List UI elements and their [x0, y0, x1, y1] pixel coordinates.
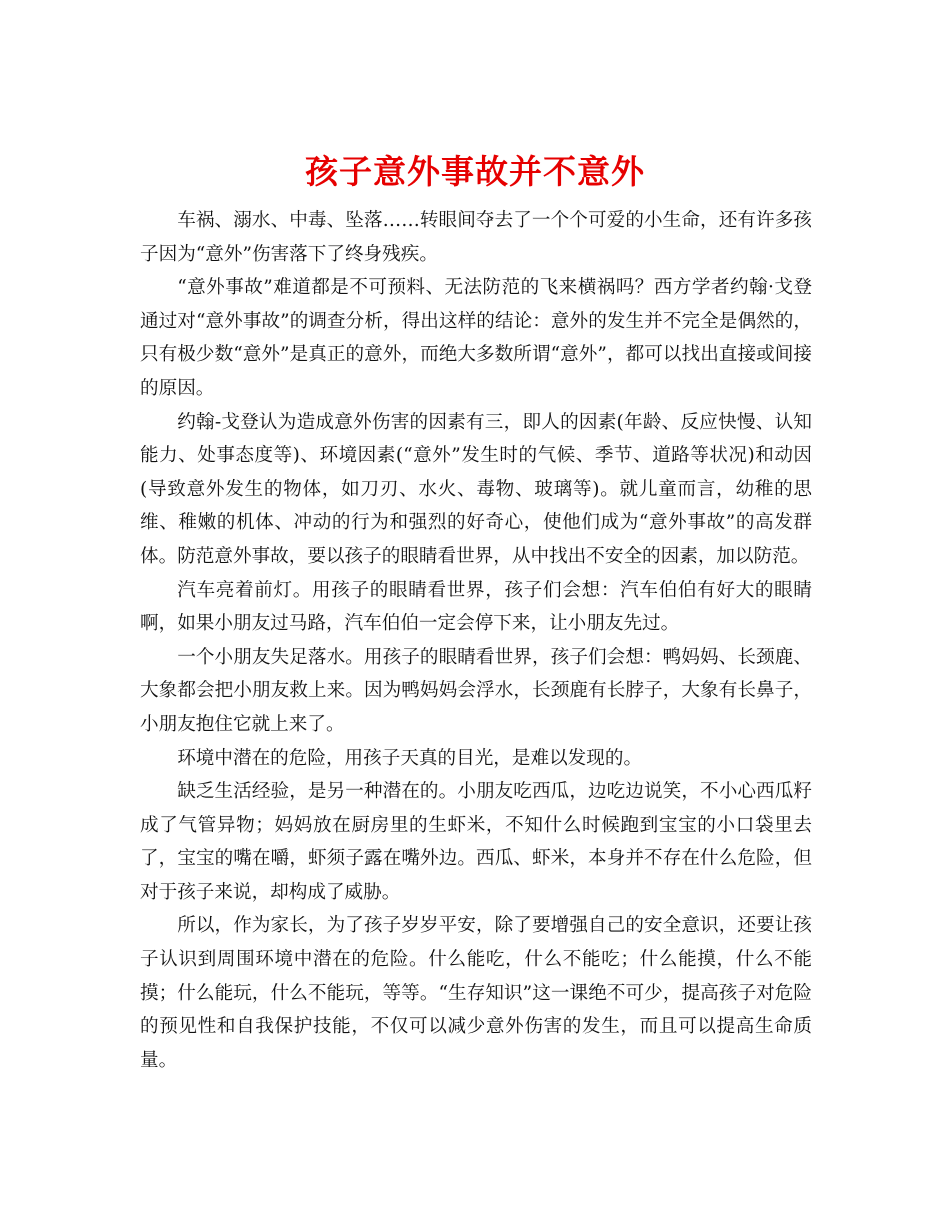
paragraph-2: “意外事故”难道都是不可预料、无法防范的飞来横祸吗？西方学者约翰·戈登通过对“意外事故”的调查分析，得出这样的结论：意外的发生并不完全是偶然的，只有极少数“意外”是真正的意外，而绝大多数所谓“意外”，都可以找出直接或间接的原因。 [140, 277, 812, 399]
paragraph-5: 一个小朋友失足落水。用孩子的眼睛看世界，孩子们会想：鸭妈妈、长颈鹿、大象都会把小朋友救上来。因为鸭妈妈会浮水，长颈鹿有长脖子，大象有长鼻子，小朋友抱住它就上来了。 [140, 646, 812, 735]
paragraph-7: 缺乏生活经验，是另一种潜在的。小朋友吃西瓜，边吃边说笑，不小心西瓜籽成了气管异物；妈妈放在厨房里的生虾米，不知什么时候跑到宝宝的小口袋里去了，宝宝的嘴在嚼，虾须子露在嘴外边。西瓜、虾米，本身并不存在什么危险，但对于孩子来说，却构成了威胁。 [140, 781, 812, 903]
paragraph-6: 环境中潜在的危险，用孩子天真的目光，是难以发现的。 [177, 747, 643, 769]
paragraph-3: 约翰-戈登认为造成意外伤害的因素有三，即人的因素(年龄、反应快慢、认知能力、处事态度等)、环境因素(“意外”发生时的气候、季节、道路等状况)和动因(导致意外发生的物体，如刀刃、水火、毒物、玻璃等)。就儿童而言，幼稚的思维、稚嫩的机体、冲动的行为和强烈的好奇心，使他们成为“意外事故”的高发群体。防范意外事故，要以孩子的眼睛看世界，从中找出不安全的因素，加以防范。 [140, 411, 812, 567]
document-title: 孩子意外事故并不意外 [305, 152, 645, 192]
paragraph-8: 所以，作为家长，为了孩子岁岁平安，除了要增强自己的安全意识，还要让孩子认识到周围环境中潜在的危险。什么能吃，什么不能吃；什么能摸，什么不能摸；什么能玩，什么不能玩，等等。“生存知识”这一课绝不可少，提高孩子对危险的预见性和自我保护技能，不仅可以减少意外伤害的发生，而且可以提高生命质量。 [140, 915, 812, 1071]
paragraph-4: 汽车亮着前灯。用孩子的眼睛看世界，孩子们会想：汽车伯伯有好大的眼睛啊，如果小朋友过马路，汽车伯伯一定会停下来，让小朋友先过。 [140, 579, 812, 635]
document-body [140, 204, 812, 1077]
paragraph-1: 车祸、溺水、中毒、坠落……转眼间夺去了一个个可爱的小生命，还有许多孩子因为“意外”伤害落下了终身残疾。 [140, 210, 812, 265]
